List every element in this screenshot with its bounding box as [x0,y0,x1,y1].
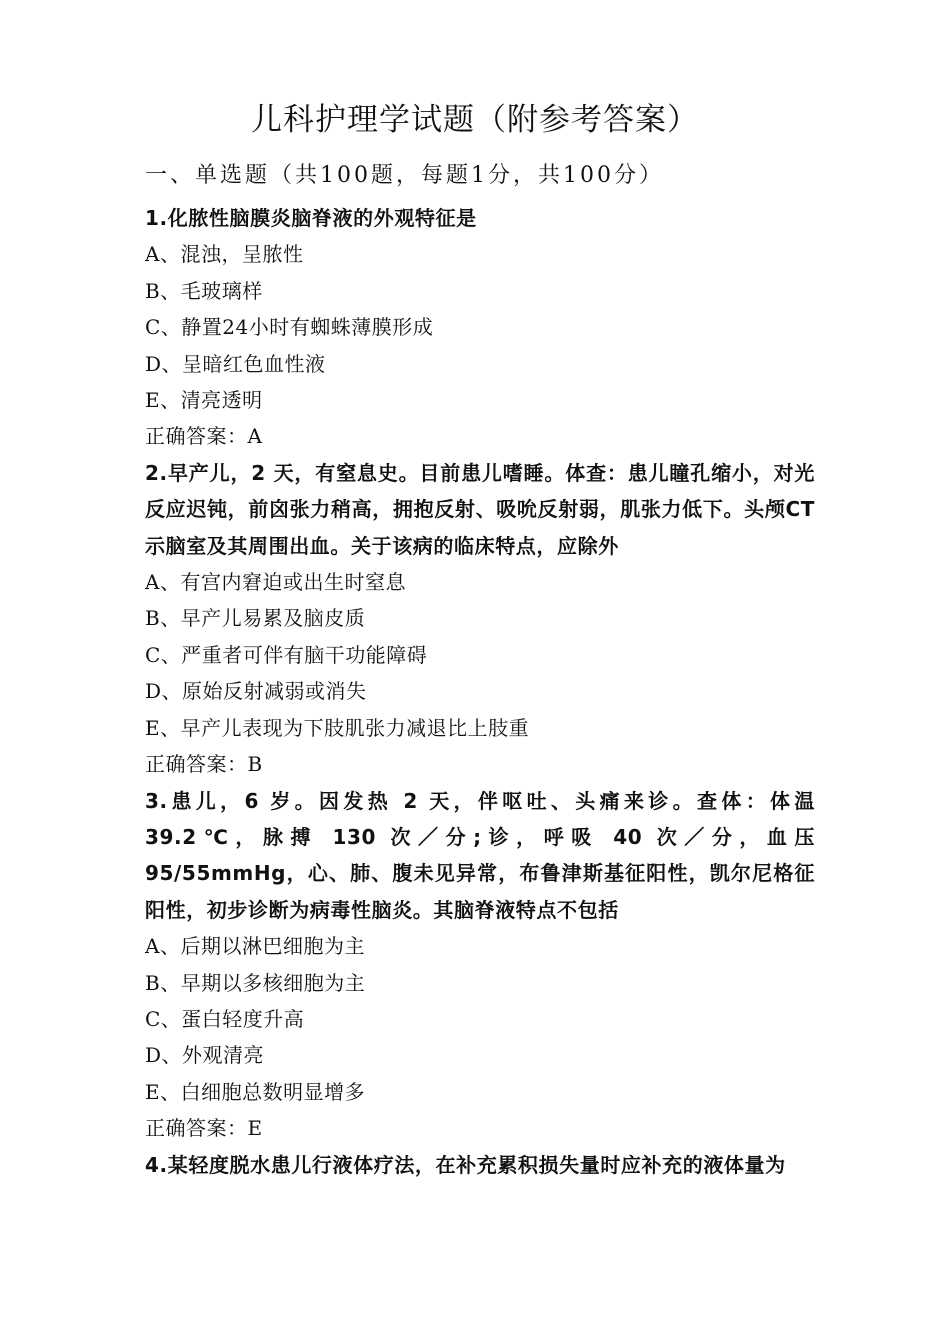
document-title: 儿科护理学试题（附参考答案） [251,102,699,138]
question-item [145,455,815,783]
question-text: 3.患儿，6 岁。因发热 2 天，伴呕吐、头痛来诊。查体：体温 39.2℃，脉搏 130 次／分;诊，呼吸 40 次／分，血压 95/55mmHg，心、肺、腹未见异常，布鲁津斯基征阳性，凯尔尼格征阳性，初步诊断为病毒性脑炎。其脑脊液特点不包括 [145,788,815,922]
option-c: C、静置24小时有蜘蛛薄膜形成 [145,315,434,340]
question-text: 4.某轻度脱水患儿行液体疗法，在补充累积损失量时应补充的液体量为 [145,1152,786,1177]
option-a: A、混浊，呈脓性 [145,242,304,267]
correct-answer: 正确答案：A [145,424,263,449]
correct-answer: 正确答案：B [145,752,263,777]
option-b: B、毛玻璃样 [145,278,263,303]
question-list [145,200,815,1183]
option-e: E、早产儿表现为下肢肌张力减退比上肢重 [145,715,530,740]
section-heading: 一、单选题（共100题，每题1分，共100分） [145,163,664,188]
option-e: E、白细胞总数明显增多 [145,1079,366,1104]
option-d: D、外观清亮 [145,1043,265,1068]
option-b: B、早产儿易累及脑皮质 [145,606,366,631]
question-item [145,783,815,1147]
option-a: A、后期以淋巴细胞为主 [145,934,365,959]
option-b: B、早期以多核细胞为主 [145,970,366,995]
correct-answer: 正确答案：E [145,1116,263,1141]
question-text: 2.早产儿，2 天，有窒息史。目前患儿嗜睡。体查：患儿瞳孔缩小，对光反应迟钝，前囟张力稍高，拥抱反射、吸吮反射弱，肌张力低下。头颅CT示脑室及其周围出血。关于该病的临床特点，应除外 [145,460,815,558]
option-c: C、蛋白轻度升高 [145,1006,305,1031]
option-d: D、呈暗红色血性液 [145,351,326,376]
question-item [145,200,815,455]
option-e: E、清亮透明 [145,388,263,413]
question-item [145,1147,815,1183]
option-c: C、严重者可伴有脑干功能障碍 [145,642,428,667]
question-text: 1.化脓性脑膜炎脑脊液的外观特征是 [145,206,477,230]
option-a: A、有宫内窘迫或出生时窒息 [145,570,406,595]
option-d: D、原始反射减弱或消失 [145,679,367,704]
